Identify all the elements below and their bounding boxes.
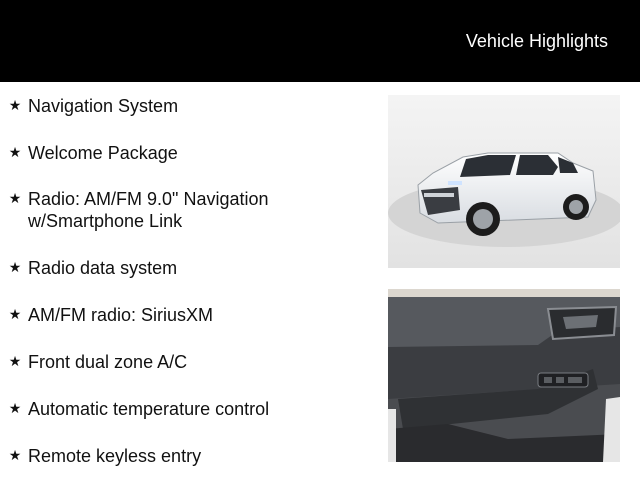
feature-label: Radio: AM/FM 9.0" Navigation w/Smartphone Link [28, 189, 269, 231]
feature-label: Navigation System [28, 96, 179, 116]
star-icon: ★ [8, 190, 22, 206]
feature-label: Automatic temperature control [28, 399, 270, 419]
feature-label: AM/FM radio: SiriusXM [28, 305, 214, 325]
star-icon: ★ [8, 400, 22, 416]
door-interior-photo [388, 289, 620, 462]
star-icon: ★ [8, 97, 22, 113]
feature-label: Remote keyless entry [28, 446, 202, 466]
star-icon: ★ [8, 353, 22, 369]
feature-label: Front dual zone A/C [28, 352, 188, 372]
feature-label: Welcome Package [28, 143, 178, 163]
feature-label: Radio data system [28, 258, 178, 278]
star-icon: ★ [8, 259, 22, 275]
vehicle-exterior-photo [388, 95, 620, 268]
page-title: Vehicle Highlights [465, 31, 608, 51]
star-icon: ★ [8, 306, 22, 322]
star-icon: ★ [8, 144, 22, 160]
star-icon: ★ [8, 447, 22, 463]
